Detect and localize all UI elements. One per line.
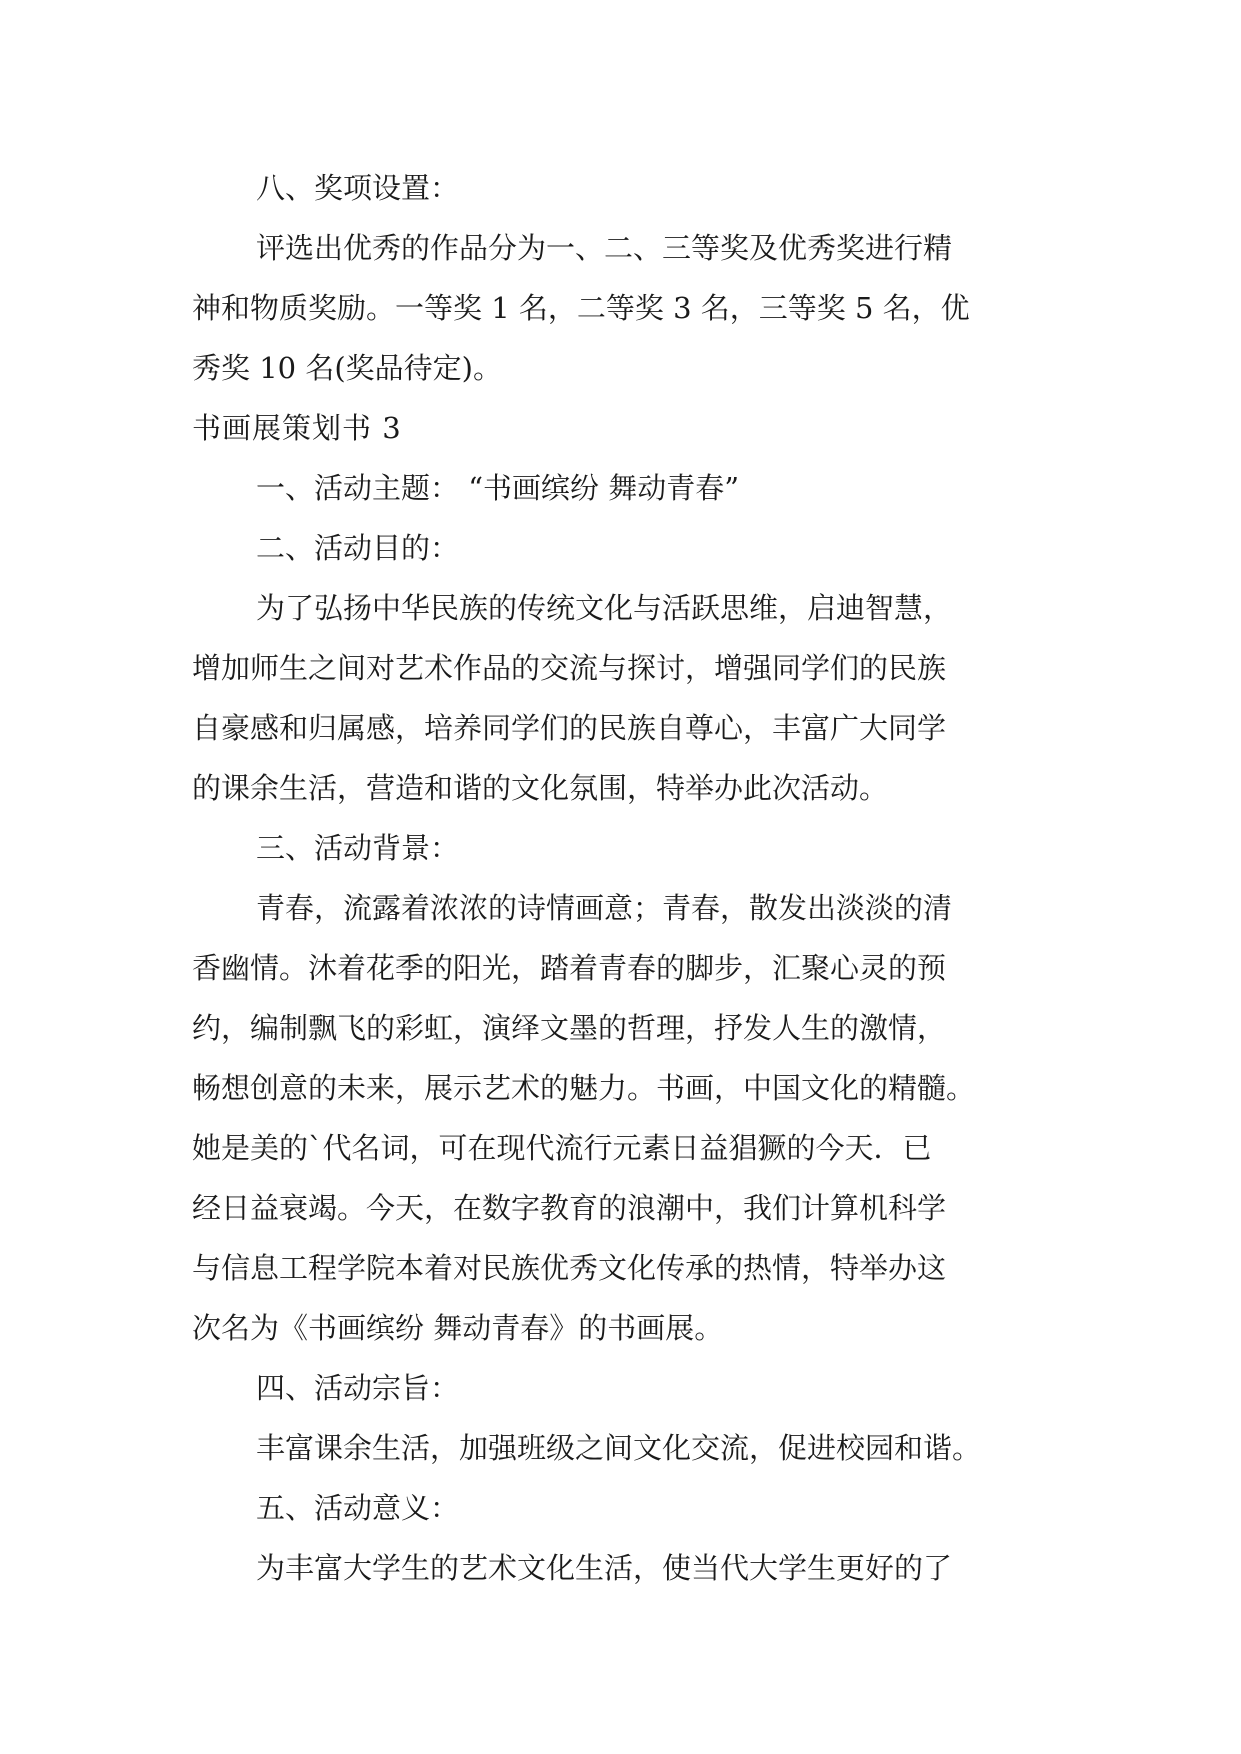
paragraph-line: 青春，流露着浓浓的诗情画意；青春，散发出淡淡的清 bbox=[256, 891, 953, 925]
paragraph-line: 次名为《书画缤纷 舞动青春》的书画展。 bbox=[192, 1311, 724, 1345]
paragraph-line: 为丰富大学生的艺术文化生活，使当代大学生更好的了 bbox=[256, 1551, 953, 1585]
section-heading-tenet: 四、活动宗旨： bbox=[256, 1371, 460, 1405]
paragraph-line: 自豪感和归属感，培养同学们的民族自尊心，丰富广大同学 bbox=[192, 711, 947, 745]
paragraph-line: 与信息工程学院本着对民族优秀文化传承的热情，特举办这 bbox=[192, 1251, 947, 1285]
document-body bbox=[192, 158, 1052, 1598]
paragraph-line: 经日益衰竭。今天，在数字教育的浪潮中，我们计算机科学 bbox=[192, 1191, 947, 1225]
section-heading-awards: 八、奖项设置： bbox=[256, 171, 460, 205]
document-title: 书画展策划书 3 bbox=[192, 411, 402, 445]
paragraph-line: 香幽情。沐着花季的阳光，踏着青春的脚步，汇聚心灵的预 bbox=[192, 951, 947, 985]
paragraph-line: 增加师生之间对艺术作品的交流与探讨，增强同学们的民族 bbox=[192, 651, 947, 685]
section-heading-background: 三、活动背景： bbox=[256, 831, 460, 865]
section-heading-purpose: 二、活动目的： bbox=[256, 531, 460, 565]
paragraph-line: 畅想创意的未来，展示艺术的魅力。书画，中国文化的精髓。 bbox=[192, 1071, 976, 1105]
paragraph-line: 约，编制飘飞的彩虹，演绎文墨的哲理，抒发人生的激情， bbox=[192, 1011, 947, 1045]
section-heading-significance: 五、活动意义： bbox=[256, 1491, 460, 1525]
paragraph-line: 的课余生活，营造和谐的文化氛围，特举办此次活动。 bbox=[192, 771, 889, 805]
paragraph-line: 秀奖 10 名(奖品待定)。 bbox=[192, 351, 502, 385]
paragraph-line: 她是美的`代名词，可在现代流行元素日益猖獗的今天．已 bbox=[192, 1131, 932, 1165]
paragraph-line: 丰富课余生活，加强班级之间文化交流，促进校园和谐。 bbox=[256, 1431, 982, 1465]
paragraph-line: 为了弘扬中华民族的传统文化与活跃思维，启迪智慧， bbox=[256, 591, 953, 625]
paragraph-line: 评选出优秀的作品分为一、二、三等奖及优秀奖进行精 bbox=[256, 231, 953, 265]
section-heading-theme: 一、活动主题： “书画缤纷 舞动青春” bbox=[256, 471, 740, 505]
paragraph-line: 神和物质奖励。一等奖 1 名，二等奖 3 名，三等奖 5 名，优 bbox=[192, 291, 970, 325]
